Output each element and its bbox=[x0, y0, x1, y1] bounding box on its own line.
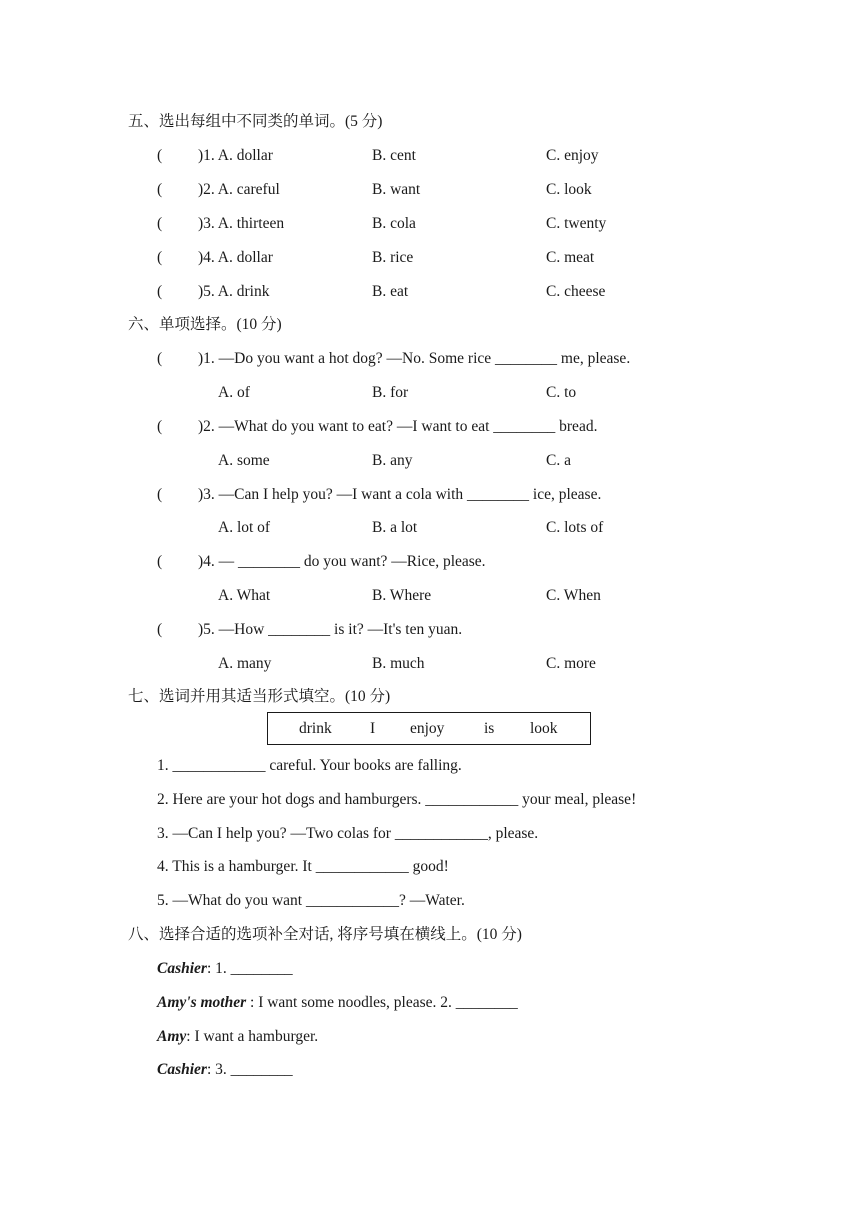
option-c: C. to bbox=[546, 384, 577, 401]
dialogue-line bbox=[157, 1060, 293, 1080]
section5-title: 五、选出每组中不同类的单词。(5 分) bbox=[128, 113, 383, 130]
question-text: )4. — ________ do you want? —Rice, please. bbox=[198, 553, 486, 570]
option-c: C. enjoy bbox=[546, 147, 599, 164]
speaker-name: Amy bbox=[157, 1028, 187, 1045]
answer-paren: ( bbox=[157, 621, 163, 638]
option-c: C. look bbox=[546, 181, 592, 198]
item-number-option-a: )1. A. dollar bbox=[198, 147, 273, 164]
item-number-option-a: )3. A. thirteen bbox=[198, 215, 285, 232]
dialogue-line bbox=[157, 959, 293, 979]
fill-blank-item: 1. ____________ careful. Your books are falling. bbox=[157, 757, 462, 774]
answer-paren: ( bbox=[157, 486, 163, 503]
option-b: B. for bbox=[372, 384, 409, 401]
answer-paren: ( bbox=[157, 215, 163, 232]
fill-blank-item: 4. This is a hamburger. It ____________ good! bbox=[157, 858, 449, 875]
speaker-name: Cashier bbox=[157, 1061, 207, 1078]
item-number-option-a: )2. A. careful bbox=[198, 181, 280, 198]
option-b: B. want bbox=[372, 181, 421, 198]
dialogue-line bbox=[157, 1027, 318, 1047]
option-b: B. much bbox=[372, 655, 425, 672]
word-bank-word: enjoy bbox=[410, 720, 445, 737]
word-bank-box bbox=[267, 712, 591, 745]
answer-paren: ( bbox=[157, 553, 163, 570]
question-text: )3. —Can I help you? —I want a cola with ________ ice, please. bbox=[198, 486, 602, 503]
question-text: )1. —Do you want a hot dog? —No. Some rice ________ me, please. bbox=[198, 350, 631, 367]
dialogue-text: : 1. ________ bbox=[206, 960, 293, 977]
word-bank-word: look bbox=[530, 720, 558, 737]
option-a: A. some bbox=[218, 452, 270, 469]
option-b: B. rice bbox=[372, 249, 414, 266]
option-b: B. cola bbox=[372, 215, 416, 232]
word-bank-word: I bbox=[370, 720, 376, 737]
dialogue-text: : I want a hamburger. bbox=[186, 1028, 319, 1045]
option-a: A. What bbox=[218, 587, 271, 604]
answer-paren: ( bbox=[157, 181, 163, 198]
answer-paren: ( bbox=[157, 283, 163, 300]
item-number-option-a: )5. A. drink bbox=[198, 283, 270, 300]
dialogue-text: : I want some noodles, please. 2. ________ bbox=[246, 994, 518, 1011]
option-b: B. a lot bbox=[372, 519, 418, 536]
section6-title: 六、单项选择。(10 分) bbox=[128, 316, 282, 333]
answer-paren: ( bbox=[157, 418, 163, 435]
answer-paren: ( bbox=[157, 147, 163, 164]
option-c: C. more bbox=[546, 655, 596, 672]
speaker-name: Amy's mother bbox=[157, 994, 247, 1011]
item-number-option-a: )4. A. dollar bbox=[198, 249, 273, 266]
option-c: C. a bbox=[546, 452, 571, 469]
section7-title: 七、选词并用其适当形式填空。(10 分) bbox=[128, 688, 391, 705]
dialogue-text: : 3. ________ bbox=[206, 1061, 293, 1078]
question-text: )5. —How ________ is it? —It's ten yuan. bbox=[198, 621, 463, 638]
answer-paren: ( bbox=[157, 350, 163, 367]
fill-blank-item: 5. —What do you want ____________? —Water. bbox=[157, 892, 465, 909]
option-c: C. cheese bbox=[546, 283, 606, 300]
option-b: B. eat bbox=[372, 283, 409, 300]
option-a: A. many bbox=[218, 655, 272, 672]
word-bank-word: is bbox=[484, 720, 495, 737]
option-b: B. cent bbox=[372, 147, 416, 164]
answer-paren: ( bbox=[157, 249, 163, 266]
section8-title: 八、选择合适的选项补全对话, 将序号填在横线上。(10 分) bbox=[128, 926, 522, 943]
option-c: C. meat bbox=[546, 249, 595, 266]
speaker-name: Cashier bbox=[157, 960, 207, 977]
option-b: B. any bbox=[372, 452, 413, 469]
fill-blank-item: 2. Here are your hot dogs and hamburgers. ____________ your meal, please! bbox=[157, 791, 637, 808]
word-bank-word: drink bbox=[299, 720, 332, 737]
question-text: )2. —What do you want to eat? —I want to eat ________ bread. bbox=[198, 418, 598, 435]
option-a: A. of bbox=[218, 384, 250, 401]
option-c: C. When bbox=[546, 587, 601, 604]
fill-blank-item: 3. —Can I help you? —Two colas for ____________, please. bbox=[157, 825, 539, 842]
option-c: C. lots of bbox=[546, 519, 604, 536]
option-b: B. Where bbox=[372, 587, 432, 604]
option-c: C. twenty bbox=[546, 215, 607, 232]
option-a: A. lot of bbox=[218, 519, 271, 536]
dialogue-line bbox=[157, 993, 518, 1013]
